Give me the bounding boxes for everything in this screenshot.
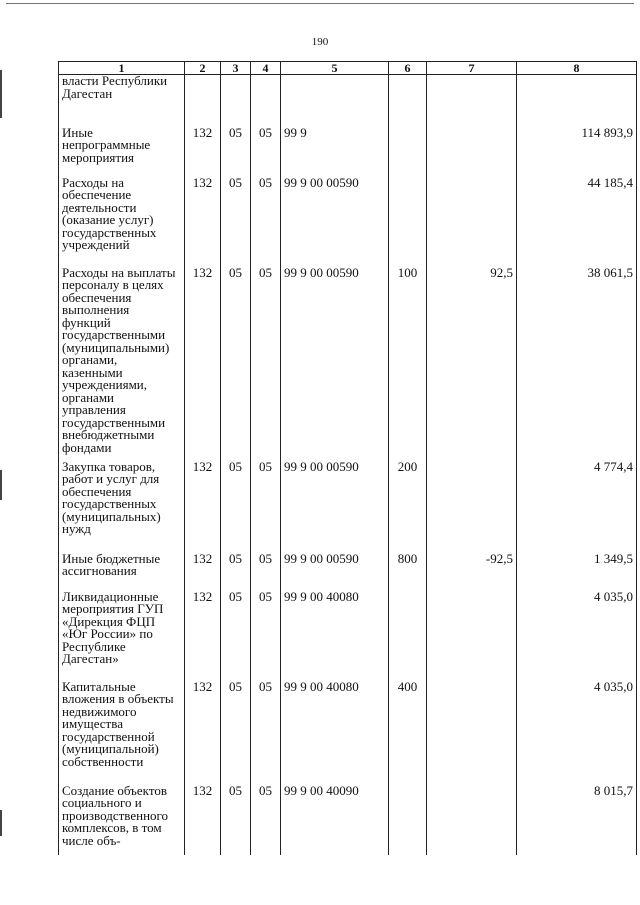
row-name: Расходы на выплаты персоналу в целях обеспечения выполнения функций государственными (муниципальными) органами, казенными учреждениями, органами управления государственными внебюджетными фондами bbox=[59, 267, 185, 461]
table-row bbox=[59, 461, 637, 553]
row-pr: 05 bbox=[251, 591, 281, 681]
row-name: Иные непрограммные мероприятия bbox=[59, 127, 185, 177]
scan-edge-mark bbox=[0, 810, 2, 836]
row-rz: 05 bbox=[221, 177, 251, 267]
row-csr: 99 9 bbox=[281, 127, 389, 177]
row-pr: 05 bbox=[251, 553, 281, 591]
row-gr: 132 bbox=[185, 461, 221, 553]
row-change bbox=[427, 127, 517, 177]
row-csr: 99 9 00 40090 bbox=[281, 785, 389, 855]
row-rz: 05 bbox=[221, 461, 251, 553]
row-rz bbox=[221, 75, 251, 127]
row-gr: 132 bbox=[185, 591, 221, 681]
row-gr: 132 bbox=[185, 267, 221, 461]
row-rz: 05 bbox=[221, 553, 251, 591]
row-name: Ликвидационные мероприятия ГУП «Дирекция ФЦП «Юг России» по Республике Дагестан» bbox=[59, 591, 185, 681]
column-header: 8 bbox=[517, 62, 637, 75]
row-sum: 4 035,0 bbox=[517, 681, 637, 785]
row-csr: 99 9 00 00590 bbox=[281, 267, 389, 461]
scan-edge-mark bbox=[0, 470, 2, 500]
row-csr: 99 9 00 00590 bbox=[281, 461, 389, 553]
row-vr bbox=[389, 127, 427, 177]
table-row bbox=[59, 177, 637, 267]
row-pr: 05 bbox=[251, 785, 281, 855]
row-change bbox=[427, 177, 517, 267]
row-sum: 4 774,4 bbox=[517, 461, 637, 553]
row-csr: 99 9 00 00590 bbox=[281, 177, 389, 267]
row-change bbox=[427, 785, 517, 855]
column-header: 1 bbox=[59, 62, 185, 75]
row-rz: 05 bbox=[221, 127, 251, 177]
row-gr: 132 bbox=[185, 785, 221, 855]
row-rz: 05 bbox=[221, 267, 251, 461]
row-change bbox=[427, 591, 517, 681]
row-sum: 114 893,9 bbox=[517, 127, 637, 177]
table-row bbox=[59, 127, 637, 177]
table-row bbox=[59, 75, 637, 127]
row-csr: 99 9 00 40080 bbox=[281, 681, 389, 785]
row-csr bbox=[281, 75, 389, 127]
column-header: 3 bbox=[221, 62, 251, 75]
row-csr: 99 9 00 00590 bbox=[281, 553, 389, 591]
row-vr: 800 bbox=[389, 553, 427, 591]
row-name: Иные бюджетные ассигнования bbox=[59, 553, 185, 591]
row-csr: 99 9 00 40080 bbox=[281, 591, 389, 681]
row-change: -92,5 bbox=[427, 553, 517, 591]
row-pr: 05 bbox=[251, 127, 281, 177]
table-row bbox=[59, 681, 637, 785]
row-pr bbox=[251, 75, 281, 127]
row-sum: 4 035,0 bbox=[517, 591, 637, 681]
row-name: Закупка товаров, работ и услуг для обеспечения государственных (муниципальных) нужд bbox=[59, 461, 185, 553]
column-header: 7 bbox=[427, 62, 517, 75]
row-name: власти Республики Дагестан bbox=[59, 75, 185, 127]
row-gr: 132 bbox=[185, 127, 221, 177]
row-pr: 05 bbox=[251, 267, 281, 461]
row-vr: 100 bbox=[389, 267, 427, 461]
table-row bbox=[59, 591, 637, 681]
top-border-line bbox=[6, 3, 634, 4]
row-rz: 05 bbox=[221, 681, 251, 785]
row-sum: 44 185,4 bbox=[517, 177, 637, 267]
row-change: 92,5 bbox=[427, 267, 517, 461]
row-sum: 8 015,7 bbox=[517, 785, 637, 855]
row-pr: 05 bbox=[251, 177, 281, 267]
column-header: 5 bbox=[281, 62, 389, 75]
page-number: 190 bbox=[311, 36, 329, 48]
row-sum bbox=[517, 75, 637, 127]
table-row bbox=[59, 553, 637, 591]
scan-edge-mark bbox=[0, 70, 2, 118]
table-row bbox=[59, 785, 637, 855]
row-vr: 200 bbox=[389, 461, 427, 553]
budget-table bbox=[58, 61, 637, 855]
row-vr bbox=[389, 75, 427, 127]
row-change bbox=[427, 461, 517, 553]
row-gr bbox=[185, 75, 221, 127]
row-rz: 05 bbox=[221, 785, 251, 855]
row-gr: 132 bbox=[185, 553, 221, 591]
row-vr bbox=[389, 591, 427, 681]
row-name: Капитальные вложения в объекты недвижимого имущества государственной (муниципальной) собственности bbox=[59, 681, 185, 785]
row-gr: 132 bbox=[185, 177, 221, 267]
row-vr: 400 bbox=[389, 681, 427, 785]
column-header: 6 bbox=[389, 62, 427, 75]
row-name: Создание объектов социального и производственного комплексов, в том числе объ- bbox=[59, 785, 185, 855]
row-rz: 05 bbox=[221, 591, 251, 681]
row-change bbox=[427, 681, 517, 785]
row-vr bbox=[389, 177, 427, 267]
row-gr: 132 bbox=[185, 681, 221, 785]
row-vr bbox=[389, 785, 427, 855]
table-row bbox=[59, 267, 637, 461]
row-sum: 38 061,5 bbox=[517, 267, 637, 461]
row-sum: 1 349,5 bbox=[517, 553, 637, 591]
column-header: 4 bbox=[251, 62, 281, 75]
column-header: 2 bbox=[185, 62, 221, 75]
row-change bbox=[427, 75, 517, 127]
row-pr: 05 bbox=[251, 681, 281, 785]
row-pr: 05 bbox=[251, 461, 281, 553]
row-name: Расходы на обеспечение деятельности (оказание услуг) государственных учреждений bbox=[59, 177, 185, 267]
